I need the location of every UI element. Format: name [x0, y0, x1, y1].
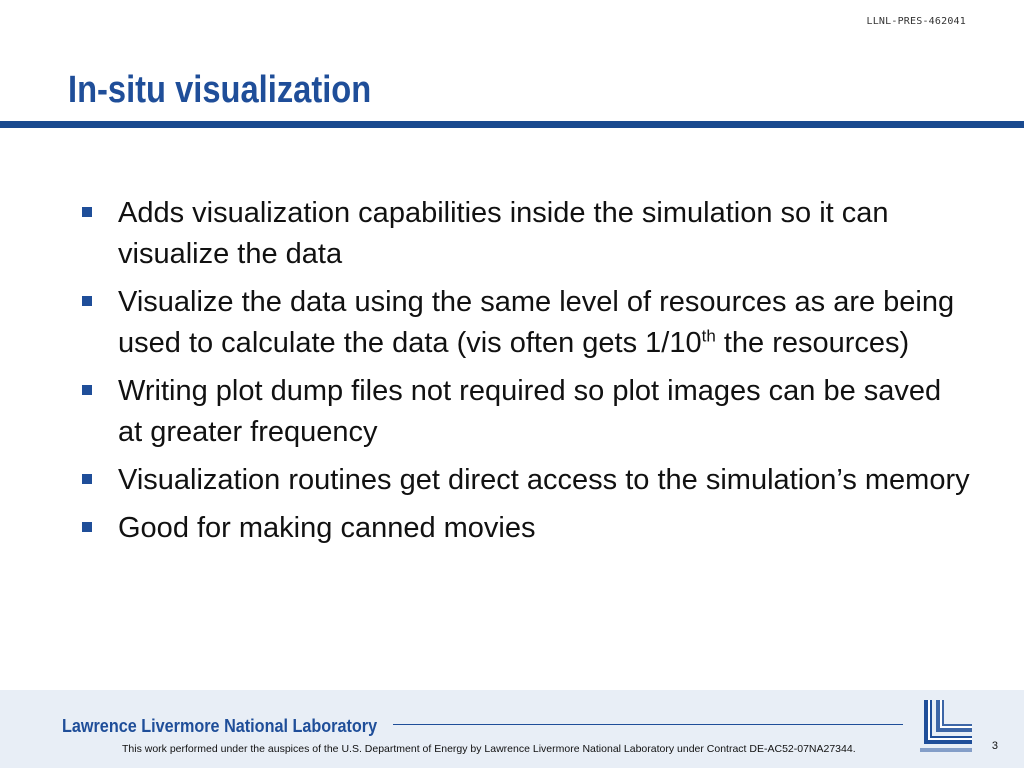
- square-bullet-icon: [82, 474, 92, 484]
- footer-divider: [393, 724, 903, 725]
- footer: [0, 690, 1024, 768]
- page-number: 3: [991, 740, 998, 752]
- document-id: LLNL-PRES-462041: [866, 16, 966, 27]
- bullet-item: [80, 371, 970, 453]
- bullet-text: Writing plot dump files not required so plot images can be saved at greater frequency: [118, 375, 942, 448]
- bullet-text: Adds visualization capabilities inside the simulation so it can visualize the data: [118, 197, 889, 270]
- bullet-text: [118, 286, 954, 359]
- bullet-text: Good for making canned movies: [118, 512, 536, 544]
- contract-note: This work performed under the auspices of the U.S. Department of Energy by Lawrence Livermore National Laboratory under Contract DE-AC52-07NA27344.: [122, 743, 856, 755]
- square-bullet-icon: [82, 385, 92, 395]
- laboratory-name: Lawrence Livermore National Laboratory: [62, 716, 378, 736]
- superscript-th: th: [701, 326, 716, 346]
- bullet-item: [80, 460, 970, 501]
- slide-title: In-situ visualization: [68, 69, 372, 111]
- bullet-text: Visualization routines get direct access to the simulation’s memory: [118, 464, 970, 496]
- bullet-item: [80, 508, 970, 549]
- title-divider: [0, 121, 1024, 128]
- square-bullet-icon: [82, 207, 92, 217]
- bullet-item: [80, 282, 970, 364]
- bullet-list: [80, 193, 970, 556]
- square-bullet-icon: [82, 296, 92, 306]
- square-bullet-icon: [82, 522, 92, 532]
- bullet-text-part: Visualize the data using the same level of resources as are being used to calculate the data (vis often gets 1/10: [118, 286, 955, 359]
- llnl-logo-icon: [916, 696, 976, 754]
- bullet-text-part: the resources): [715, 327, 910, 359]
- bullet-item: [80, 193, 970, 275]
